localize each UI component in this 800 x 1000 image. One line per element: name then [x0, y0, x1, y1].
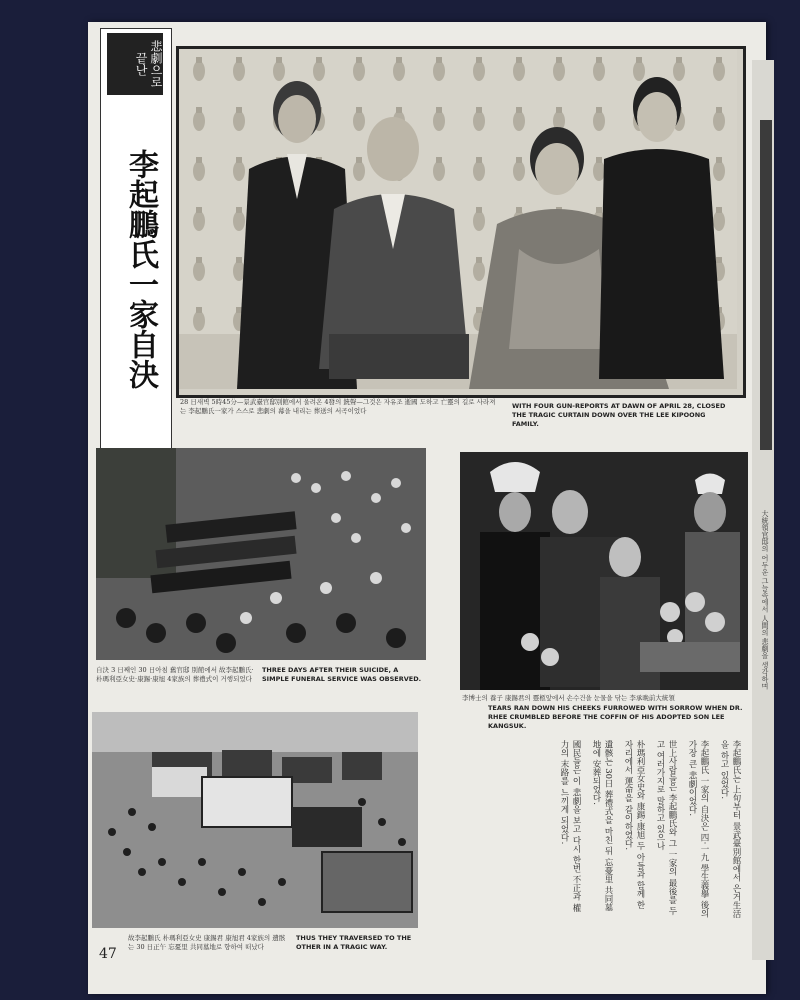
- body-paragraph: 世上사람들은 李起鵬氏와 그 一家의 最後를 두고 여러가지로 말하고 있으나: [655, 740, 677, 916]
- family-portrait-photo: [176, 46, 746, 398]
- article-title: 李起鵬氏一家自決: [123, 149, 158, 389]
- article-body-text: [472, 740, 742, 920]
- funeral-service-caption-en: THREE DAYS AFTER THEIR SUICIDE, A SIMPLE FUNERAL SERVICE WAS OBSERVED.: [262, 666, 422, 683]
- funeral-procession-caption-en: THUS THEY TRAVERSED TO THE OTHER IN A TRAGIC WAY.: [296, 934, 412, 951]
- body-paragraph: 朴瑪利亞女史와 康錫·康旭 두 아들과 함께 한 자리에서 運命을 같이하였다.: [623, 740, 645, 910]
- funeral-procession-caption-ko: 故李起鵬氏 朴瑪利亞女史 康錫君 康旭君 4家族의 遺骸는 30 日正午 忘憂里 共同墓地로 향하여 떠났다: [128, 934, 286, 951]
- body-paragraph: 李起鵬氏 一家의 自決은 四·一九 學生義擧 後의 가장 큰 悲劇이었다.: [687, 740, 709, 918]
- family-portrait-caption-en: WITH FOUR GUN-REPORTS AT DAWN OF APRIL 28, CLOSED THE TRAGIC CURTAIN DOWN OVER THE LEE KIPOONG FAMILY.: [512, 402, 726, 428]
- body-paragraph: 李起鵬氏는 上旬부터 景武臺別館에서 은거生活을 하고 있었다.: [719, 740, 741, 919]
- funeral-service-caption-ko: 自決 3 日째인 30 日아침 舊官邸 別館에서 故李起鵬氏·朴瑪利亞女史·康錫·康旭 4家族의 葬禮式이 거행되었다: [96, 666, 254, 683]
- mourning-caption-en: TEARS RAN DOWN HIS CHEEKS FURROWED WITH SORROW WHEN DR. RHEE CRUMBLED BEFORE THE COFFIN OF HIS ADOPTED SON LEE KANGSUK.: [488, 704, 743, 730]
- funeral-procession-photo: [92, 712, 418, 928]
- body-paragraph: 遺骸는 30日 葬禮式을 마친 뒤 忘憂里 共同墓地에 安葬되었다.: [591, 740, 613, 912]
- next-page-photo-strip: [760, 120, 772, 450]
- page-number: 47: [99, 946, 117, 962]
- mourning-photo: [460, 452, 748, 690]
- funeral-service-photo: [96, 448, 426, 660]
- title-subheading: 悲劇으로 끝난: [107, 33, 163, 95]
- article-title-box: [100, 28, 172, 450]
- mourning-caption-ko: 李博士의 養子 康錫君의 靈柩앞에서 손수건을 눈물을 닦는 李承晩前大統領: [462, 694, 675, 702]
- next-page-text: 大統領官邸의 어두운 그늘속에서 人間의 悲劇을 생각하며: [761, 510, 769, 690]
- body-paragraph: 國民들은 이 悲劇을 보고 다시 한번 不正과 權力의 末路를 느끼게 되었다.: [559, 740, 581, 912]
- family-portrait-caption-ko: 28 日새벽 5時45分—景武臺官邸別館에서 울려온 4發의 銃聲—그것은 자유조 逝國 도하고 亡靈의 길로 사라져는 李起鵬氏一家가 스스로 悲劇의 幕을 내리는 葬送의 서곡이었다: [180, 398, 496, 415]
- next-page-edge: [752, 60, 774, 960]
